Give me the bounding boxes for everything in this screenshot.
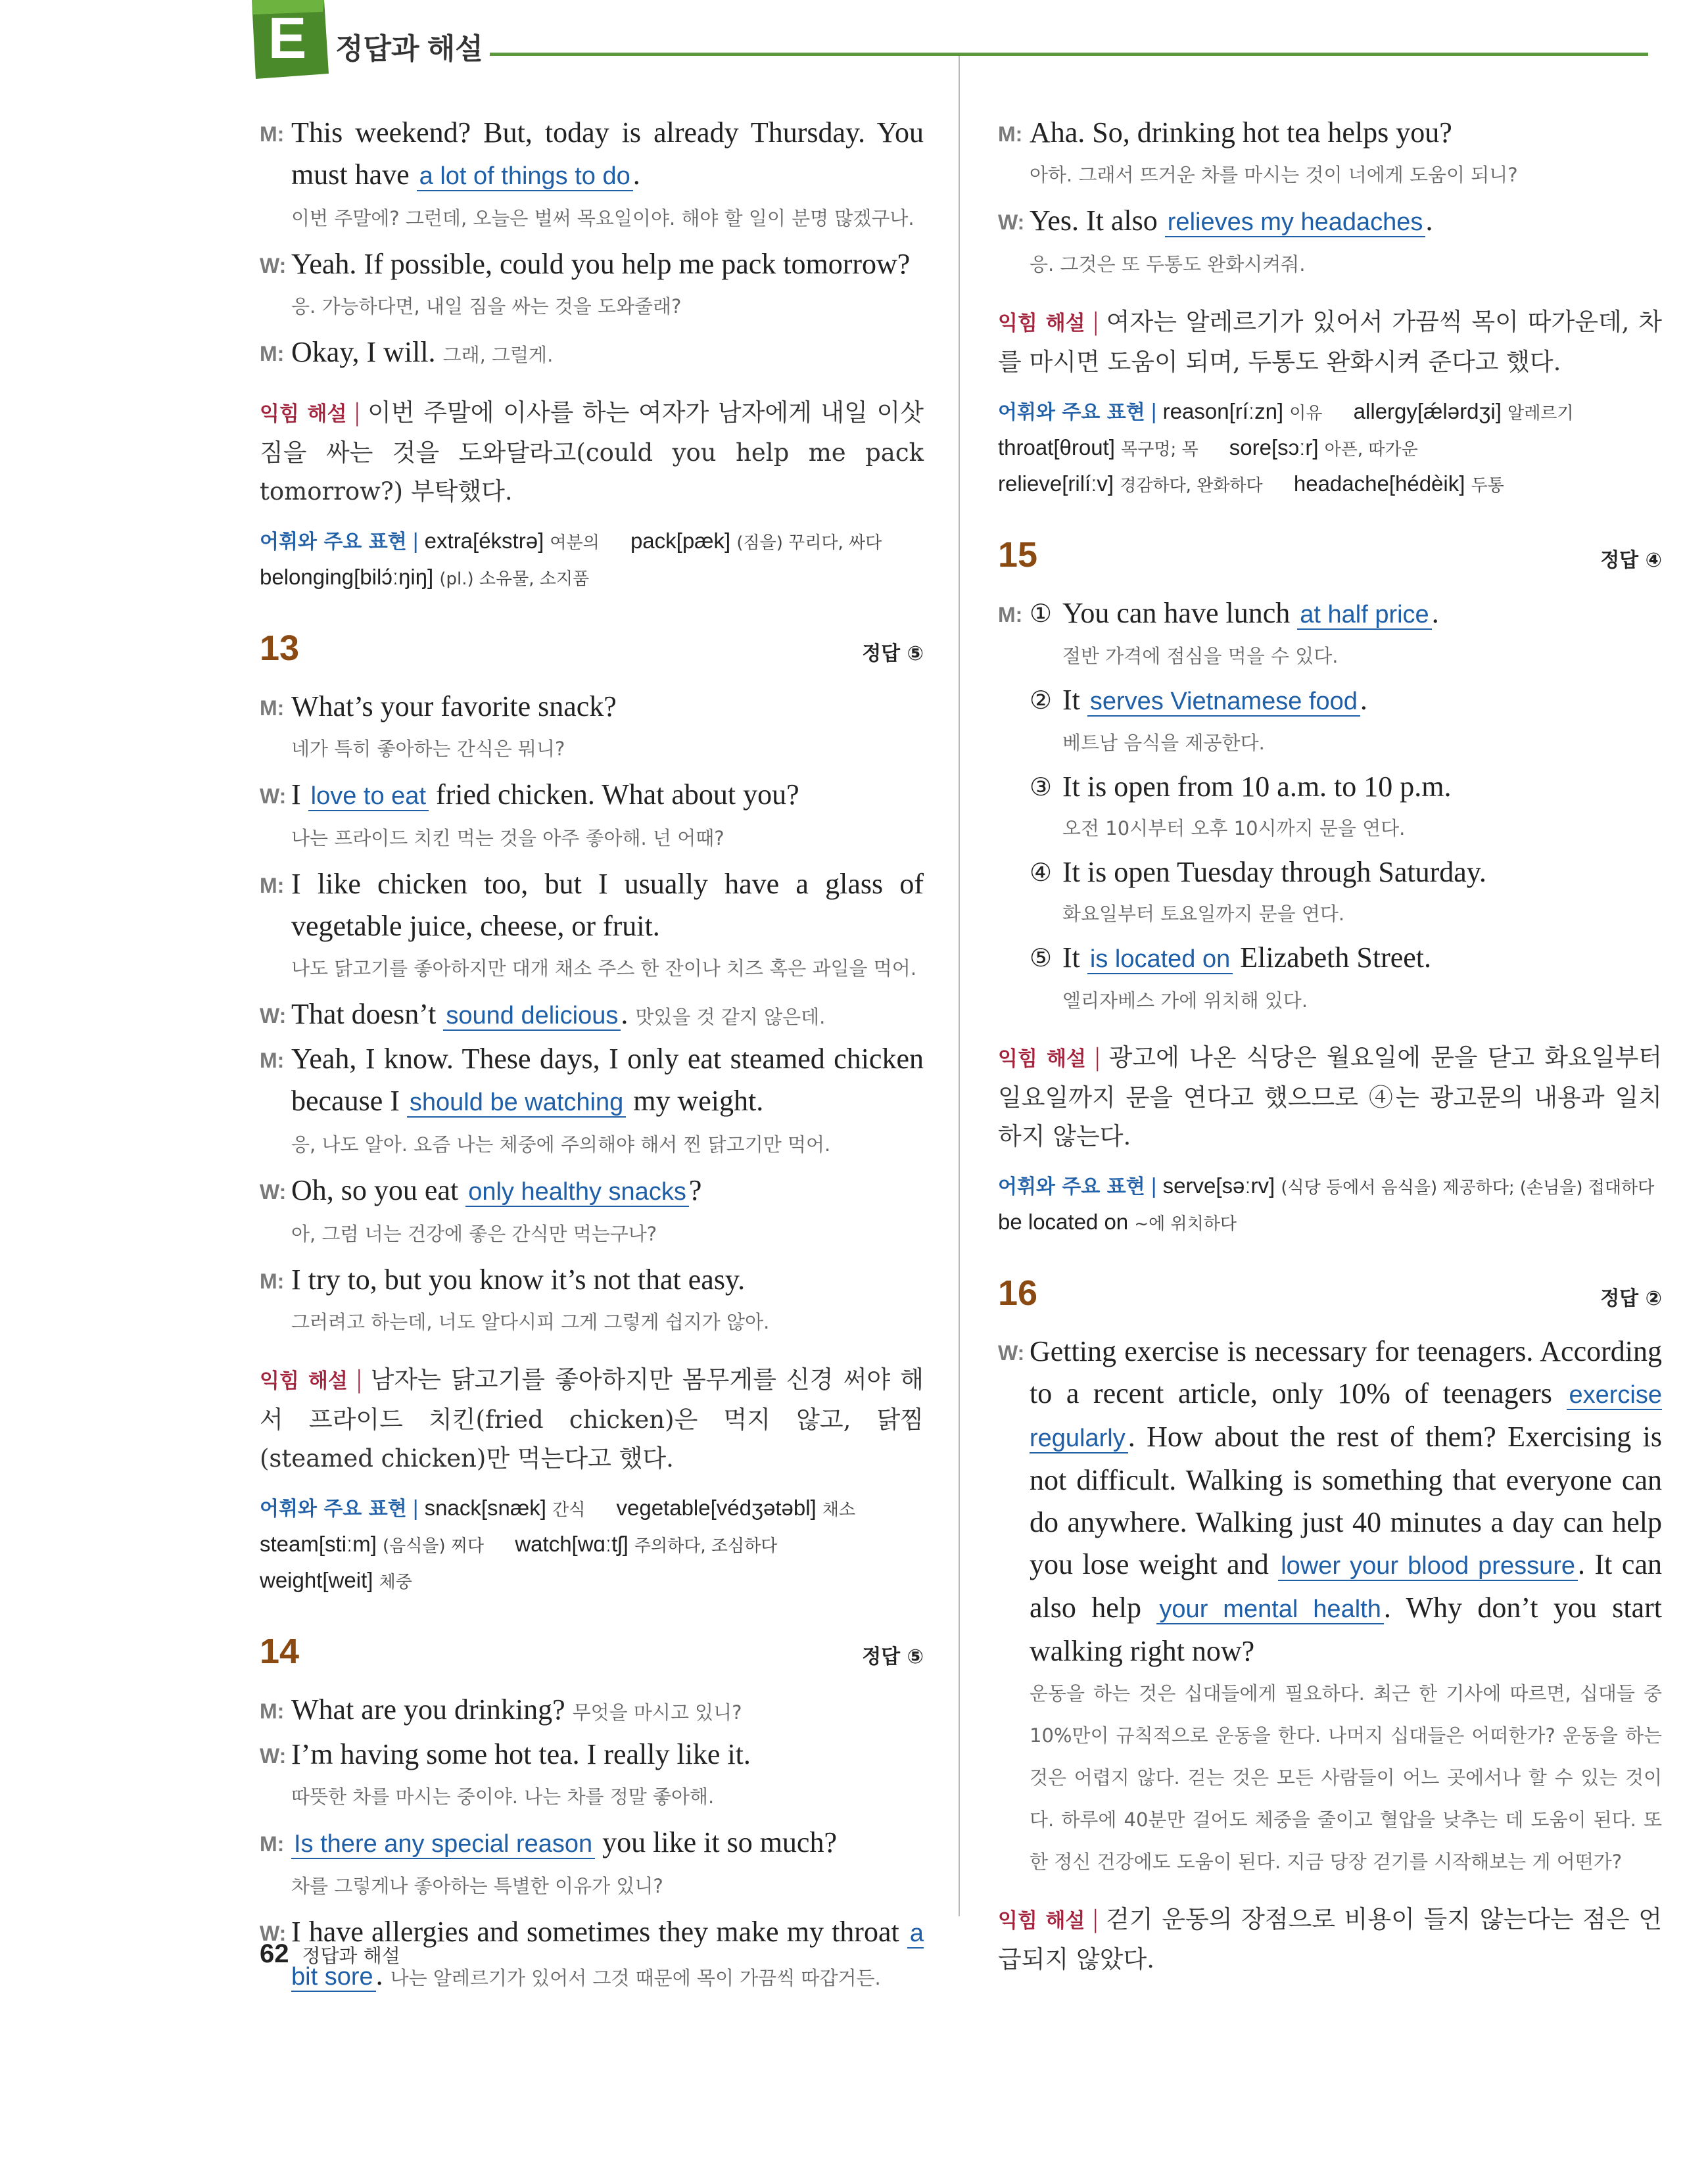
vocab-meaning: ~에 위치하다	[1134, 1214, 1237, 1234]
question-header	[998, 534, 1662, 587]
vocab-meaning: 채소	[822, 1500, 856, 1520]
dialogue-text: .	[621, 998, 629, 1030]
explanation-label: 익힘 해설	[998, 1909, 1085, 1933]
dialogue-text: That doesn’t	[291, 998, 444, 1030]
answer-key: 정답 ④	[1600, 549, 1662, 572]
question-number: 13	[260, 628, 300, 668]
option-text: Elizabeth Street.	[1233, 941, 1432, 974]
passage-text: . It can also help	[1030, 1548, 1662, 1624]
speaker-label: W:	[260, 784, 287, 808]
answer-blank: relieves my headaches	[1165, 208, 1426, 237]
option-number: ④	[1030, 858, 1053, 887]
dialogue-text: What are you drinking?	[291, 1693, 565, 1726]
vocab-word: steam[stiːm]	[260, 1532, 377, 1556]
speaker-label: M:	[260, 342, 285, 366]
translation: 따뜻한 차를 마시는 중이야. 나는 차를 정말 좋아해.	[291, 1785, 715, 1808]
speaker-label: M:	[260, 1699, 285, 1723]
vocab-word: extra[ékstrə]	[424, 529, 544, 553]
dialogue-text: you like it so much?	[595, 1826, 837, 1858]
dialogue-line	[260, 112, 924, 197]
translation: 나는 알레르기가 있어서 그것 때문에 목이 가끔씩 따갑거든.	[390, 1967, 881, 1989]
translation: 화요일부터 토요일까지 문을 연다.	[1062, 903, 1345, 925]
speaker-label: W:	[260, 1004, 287, 1028]
speaker-label: M:	[998, 122, 1023, 146]
speaker-label: M:	[260, 874, 285, 897]
speaker-label: W:	[260, 1180, 287, 1204]
option-text: .	[1360, 684, 1367, 716]
dialogue-text: .	[632, 158, 640, 191]
explanation-text: 걷기 운동의 장점으로 비용이 들지 않는다는 점은 언급되지 않았다.	[998, 1905, 1663, 1973]
dialogue-text: Aha. So, drinking hot tea helps you?	[1030, 116, 1452, 149]
vocab-word: sore[sɔːr]	[1229, 435, 1319, 460]
answer-blank: Is there any special reason	[291, 1830, 595, 1859]
question-header	[998, 1273, 1662, 1325]
explanation-label: 익힘 해설	[998, 312, 1085, 335]
option-4	[998, 851, 1662, 893]
vocab-meaning: 체중	[379, 1572, 412, 1592]
vocabulary: 어휘와 주요 표현 | snack[snæk] 간식 vegetable[védʒətəbl] 채소 steam[stiːm] (음식을) 찌다 watch[wɑːtʃ] 주의하다, 조심하다 weight[weit] 체중	[260, 1496, 856, 1592]
option-number: ①	[1030, 599, 1053, 628]
page-footer	[260, 1939, 400, 1969]
dialogue-line	[260, 243, 924, 285]
explanation-text: 광고에 나온 식당은 월요일에 문을 닫고 화요일부터 일요일까지 문을 연다고 했으므로 ④는 광고문의 내용과 일치하지 않는다.	[998, 1043, 1662, 1150]
answer-blank: a bit sore	[291, 1920, 924, 1991]
answer-key: 정답 ⑤	[862, 642, 924, 665]
answer-blank: exercise regularly	[1030, 1381, 1662, 1452]
dialogue-text: I like chicken too, but I usually have a glass of vegetable juice, cheese, or fruit.	[291, 868, 924, 942]
translation: 나는 프라이드 치킨 먹는 것을 아주 좋아해. 넌 어때?	[291, 827, 724, 849]
dialogue-text: Oh, so you eat	[291, 1174, 466, 1206]
dialogue-text: I have allergies and sometimes they make my throat	[291, 1916, 907, 1948]
vocab-meaning: 두통	[1471, 476, 1504, 496]
option-text: .	[1431, 597, 1439, 629]
vocab-word: belonging[bilɔ́ːŋiŋ]	[260, 565, 434, 589]
translation: 응, 나도 알아. 요즘 나는 체중에 주의해야 해서 찐 닭고기만 먹어.	[291, 1133, 831, 1156]
speaker-label: M:	[260, 1832, 285, 1856]
translation: 네가 특히 좋아하는 간식은 뭐니?	[291, 738, 565, 760]
header-rule	[490, 53, 1648, 56]
translation: 나도 닭고기를 좋아하지만 대개 채소 주스 한 잔이나 치즈 혹은 과일을 먹어.	[291, 957, 917, 980]
option-text: It	[1062, 941, 1087, 974]
speaker-label: W:	[998, 210, 1025, 234]
answer-blank: at half price	[1297, 601, 1431, 630]
dialogue-line	[998, 112, 1662, 154]
explanation: 익힘 해설 | 이번 주말에 이사를 하는 여자가 남자에게 내일 이삿짐을 싸는 것을 도와달라고(could you help me pack tomorrow?) 부탁했다.	[260, 397, 924, 506]
dialogue-line	[260, 331, 924, 376]
option-number: ②	[1030, 686, 1053, 715]
vocab-word: reason[ríːzn]	[1162, 399, 1284, 423]
answer-blank: sound delicious	[443, 1002, 621, 1031]
dialogue-line	[260, 1259, 924, 1301]
passage-text: . How about the rest of them? Exercising is not difficult. Walking is something that everyone can do anywhere. Walking just 40 minutes a day can help you lose weight and	[1030, 1421, 1662, 1580]
option-3	[998, 766, 1662, 808]
explanation-label: 익힘 해설	[260, 1369, 348, 1393]
dialogue-text: Yeah, I know. These days, I only eat steamed chicken because I	[291, 1043, 924, 1117]
option-text: You can have lunch	[1062, 597, 1298, 629]
vocabulary: 어휘와 주요 표현 | serve[səːrv] (식당 등에서 음식을) 제공하다; (손님을) 접대하다 be located on ~에 위치하다	[998, 1173, 1655, 1234]
footer-label: 정답과 해설	[302, 1945, 400, 1967]
passage	[998, 1331, 1662, 1672]
explanation-text: 남자는 닭고기를 좋아하지만 몸무게를 신경 써야 해서 프라이드 치킨(fried chicken)은 먹지 않고, 닭찜(steamed chicken)만 먹는다고 했다.	[260, 1365, 924, 1473]
vocabulary-label: 어휘와 주요 표현	[260, 531, 407, 554]
dialogue-text: Yeah. If possible, could you help me pack tomorrow?	[291, 248, 911, 280]
vocabulary-label: 어휘와 주요 표현	[998, 1175, 1145, 1198]
translation: 이번 주말에? 그런데, 오늘은 벌써 목요일이야. 해야 할 일이 분명 많겠구나.	[291, 207, 914, 229]
dialogue-text: ?	[688, 1174, 702, 1206]
answer-blank: should be watching	[407, 1089, 626, 1118]
dialogue-text: fried chicken. What about you?	[429, 778, 799, 811]
explanation-label: 익힘 해설	[260, 402, 347, 426]
translation: 오전 10시부터 오후 10시까지 문을 연다.	[1062, 817, 1406, 839]
vocab-word: weight[weit]	[260, 1568, 373, 1592]
dialogue-line	[260, 1038, 924, 1123]
vocab-meaning: 목구멍; 목	[1121, 440, 1198, 460]
vocab-meaning: 알레르기	[1507, 404, 1574, 423]
vocab-meaning: (식당 등에서 음식을) 제공하다; (손님을) 접대하다	[1281, 1178, 1655, 1198]
explanation-label: 익힘 해설	[998, 1047, 1086, 1071]
speaker-label: M:	[260, 1049, 285, 1072]
translation: 맛있을 것 같지 않은데.	[635, 1006, 826, 1028]
vocab-meaning: (음식을) 찌다	[383, 1536, 485, 1556]
speaker-label: W:	[260, 1744, 287, 1768]
translation: 베트남 음식을 제공한다.	[1062, 732, 1265, 754]
vocab-meaning: 경감하다, 완화하다	[1120, 476, 1263, 496]
speaker-label: W:	[998, 1341, 1025, 1365]
vocabulary: 어휘와 주요 표현 | reason[ríːzn] 이유 allergy[ǽlərdʒi] 알레르기 throat[θrout] 목구멍; 목 sore[sɔːr] 아픈, 따가운 relieve[rilíːv] 경감하다, 완화하다 headache[hédèik] 두통	[998, 399, 1574, 496]
answer-blank: your mental health	[1156, 1595, 1383, 1624]
question-number: 15	[998, 535, 1038, 575]
dialogue-line	[260, 993, 924, 1038]
explanation: 익힘 해설 | 광고에 나온 식당은 월요일에 문을 닫고 화요일부터 일요일까지 문을 연다고 했으므로 ④는 광고문의 내용과 일치하지 않는다.	[998, 1042, 1662, 1150]
dialogue-text: This weekend? But, today is already Thursday. You must have	[291, 116, 924, 191]
speaker-label: M:	[998, 603, 1023, 626]
translation: 아, 그럼 너는 건강에 좋은 간식만 먹는구나?	[291, 1223, 657, 1245]
vocab-meaning: 주의하다, 조심하다	[634, 1536, 778, 1556]
speaker-label: W:	[260, 254, 287, 277]
vocab-meaning: (짐을) 꾸리다, 싸다	[736, 533, 882, 553]
option-2	[998, 679, 1662, 722]
dialogue-text: my weight.	[626, 1085, 764, 1117]
dialogue-line	[260, 863, 924, 947]
explanation-text: 여자는 알레르기가 있어서 가끔씩 목이 따가운데, 차를 마시면 도움이 되며, 두통도 완화시켜 준다고 했다.	[998, 308, 1662, 376]
answer-key: 정답 ⑤	[862, 1645, 924, 1668]
vocab-meaning: (pl.) 소유물, 소지품	[439, 569, 590, 589]
dialogue-text: .	[375, 1959, 383, 1991]
question-number: 16	[998, 1273, 1038, 1313]
vocab-word: relieve[rilíːv]	[998, 471, 1114, 496]
translation: 그러려고 하는데, 너도 알다시피 그게 그렇게 쉽지가 않아.	[291, 1311, 770, 1333]
dialogue-line	[998, 200, 1662, 243]
translation: 차를 그렇게나 좋아하는 특별한 이유가 있니?	[291, 1875, 663, 1897]
vocab-word: headache[hédèik]	[1293, 471, 1465, 496]
dialogue-text: Yes. It also	[1030, 204, 1165, 237]
answer-blank: serves Vietnamese food	[1087, 688, 1360, 717]
translation: 절반 가격에 점심을 먹을 수 있다.	[1062, 645, 1339, 667]
left-column	[260, 112, 924, 1999]
vocab-word: be located on	[998, 1210, 1129, 1234]
passage-text: . Why don’t you start walking right now?	[1030, 1592, 1662, 1667]
vocab-meaning: 이유	[1289, 404, 1323, 423]
answer-blank: only healthy snacks	[465, 1178, 689, 1207]
section-tab-icon	[247, 0, 329, 79]
vocabulary-label: 어휘와 주요 표현	[998, 401, 1145, 424]
translation: 무엇을 마시고 있니?	[572, 1701, 742, 1724]
page-header	[0, 0, 1708, 105]
answer-blank: lower your blood pressure	[1278, 1552, 1578, 1581]
answer-blank: is located on	[1087, 945, 1233, 974]
dialogue-line	[260, 1170, 924, 1213]
translation: 엘리자베스 가에 위치해 있다.	[1062, 989, 1308, 1012]
vocab-word: throat[θrout]	[998, 435, 1115, 460]
option-1	[998, 592, 1662, 636]
vocab-word: vegetable[védʒətəbl]	[616, 1496, 817, 1520]
explanation: 익힘 해설 | 여자는 알레르기가 있어서 가끔씩 목이 따가운데, 차를 마시면 도움이 되며, 두통도 완화시켜 준다고 했다.	[998, 306, 1662, 376]
explanation: 익힘 해설 | 걷기 운동의 장점으로 비용이 들지 않는다는 점은 언급되지 않았다.	[998, 1904, 1663, 1973]
vocab-meaning: 아픈, 따가운	[1324, 440, 1418, 460]
vocab-meaning: 여분의	[550, 533, 600, 553]
vocab-meaning: 간식	[552, 1500, 586, 1520]
answer-key: 정답 ②	[1600, 1287, 1662, 1310]
right-column	[998, 112, 1662, 1979]
dialogue-text: I try to, but you know it’s not that easy.	[291, 1264, 746, 1296]
dialogue-text: Okay, I will.	[291, 336, 436, 368]
page-number: 62	[260, 1939, 289, 1968]
vocabulary: 어휘와 주요 표현 | extra[ékstrə] 여분의 pack[pæk] (짐을) 꾸리다, 싸다 belonging[bilɔ́ːŋiŋ] (pl.) 소유물, 소지품	[260, 529, 882, 589]
dialogue-line	[260, 686, 924, 728]
dialogue-text: I	[291, 778, 308, 811]
option-number: ③	[1030, 772, 1053, 801]
vocab-word: pack[pæk]	[630, 529, 731, 553]
vocab-word: serve[səːrv]	[1162, 1173, 1275, 1198]
speaker-label: W:	[260, 1922, 287, 1945]
option-text: It is open Tuesday through Saturday.	[1062, 856, 1486, 888]
dialogue-line	[260, 1822, 924, 1865]
dialogue-line	[260, 774, 924, 817]
option-text: It	[1062, 684, 1087, 716]
translation: 응. 그것은 또 두통도 완화시켜줘.	[1030, 253, 1306, 275]
vocabulary-label: 어휘와 주요 표현	[260, 1498, 407, 1521]
vocab-word: watch[wɑːtʃ]	[515, 1532, 629, 1556]
passage-text: Getting exercise is necessary for teenagers. According to a recent article, only 10% of teenagers	[1030, 1335, 1662, 1409]
translation: 아하. 그래서 뜨거운 차를 마시는 것이 너에게 도움이 되니?	[1030, 164, 1518, 186]
translation: 응. 가능하다면, 내일 짐을 싸는 것을 도와줄래?	[291, 295, 682, 318]
question-number: 14	[260, 1632, 300, 1671]
dialogue-line	[260, 1734, 924, 1776]
dialogue-line	[260, 1689, 924, 1734]
translation: 그래, 그럴게.	[442, 344, 554, 366]
question-header	[260, 628, 924, 680]
answer-blank: a lot of things to do	[417, 162, 633, 191]
speaker-label: M:	[260, 1269, 285, 1293]
explanation: 익힘 해설 | 남자는 닭고기를 좋아하지만 몸무게를 신경 써야 해서 프라이드 치킨(fried chicken)은 먹지 않고, 닭찜(steamed chicken)만 먹는다고 했다.	[260, 1364, 924, 1473]
speaker-label: M:	[260, 122, 285, 146]
vocab-word: snack[snæk]	[424, 1496, 546, 1520]
dialogue-text: I’m having some hot tea. I really like it.	[291, 1738, 751, 1770]
speaker-label: M:	[260, 696, 285, 720]
header-title: 정답과 해설	[335, 33, 483, 65]
translation: 운동을 하는 것은 십대들에게 필요하다. 최근 한 기사에 따르면, 십대들 중 10%만이 규칙적으로 운동을 한다. 나머지 십대들은 어떠한가? 운동을 하는 것은 어렵지 않다. 걷는 것은 모든 사람들이 어느 곳에서나 할 수 있는 것이다. 하루에 40분만 걸어도 체중을 줄이고 혈압을 낮추는 데 도움이 된다. 또한 정신 건강에도 도움이 된다. 지금 당장 걷기를 시작해보는 게 어떤가?	[1030, 1682, 1662, 1873]
option-number: ⑤	[1030, 943, 1053, 972]
vocab-word: allergy[ǽlərdʒi]	[1353, 399, 1502, 423]
tab-letter: E	[268, 5, 307, 70]
column-divider	[959, 56, 960, 1916]
answer-blank: love to eat	[308, 782, 429, 811]
dialogue-text: What’s your favorite snack?	[291, 690, 617, 722]
explanation-text: 이번 주말에 이사를 하는 여자가 남자에게 내일 이삿짐을 싸는 것을 도와달라고(could you help me pack tomorrow?) 부탁했다.	[260, 398, 924, 506]
option-text: It is open from 10 a.m. to 10 p.m.	[1062, 770, 1452, 803]
dialogue-text: .	[1425, 204, 1433, 237]
question-header	[260, 1631, 924, 1684]
option-5	[998, 937, 1662, 980]
